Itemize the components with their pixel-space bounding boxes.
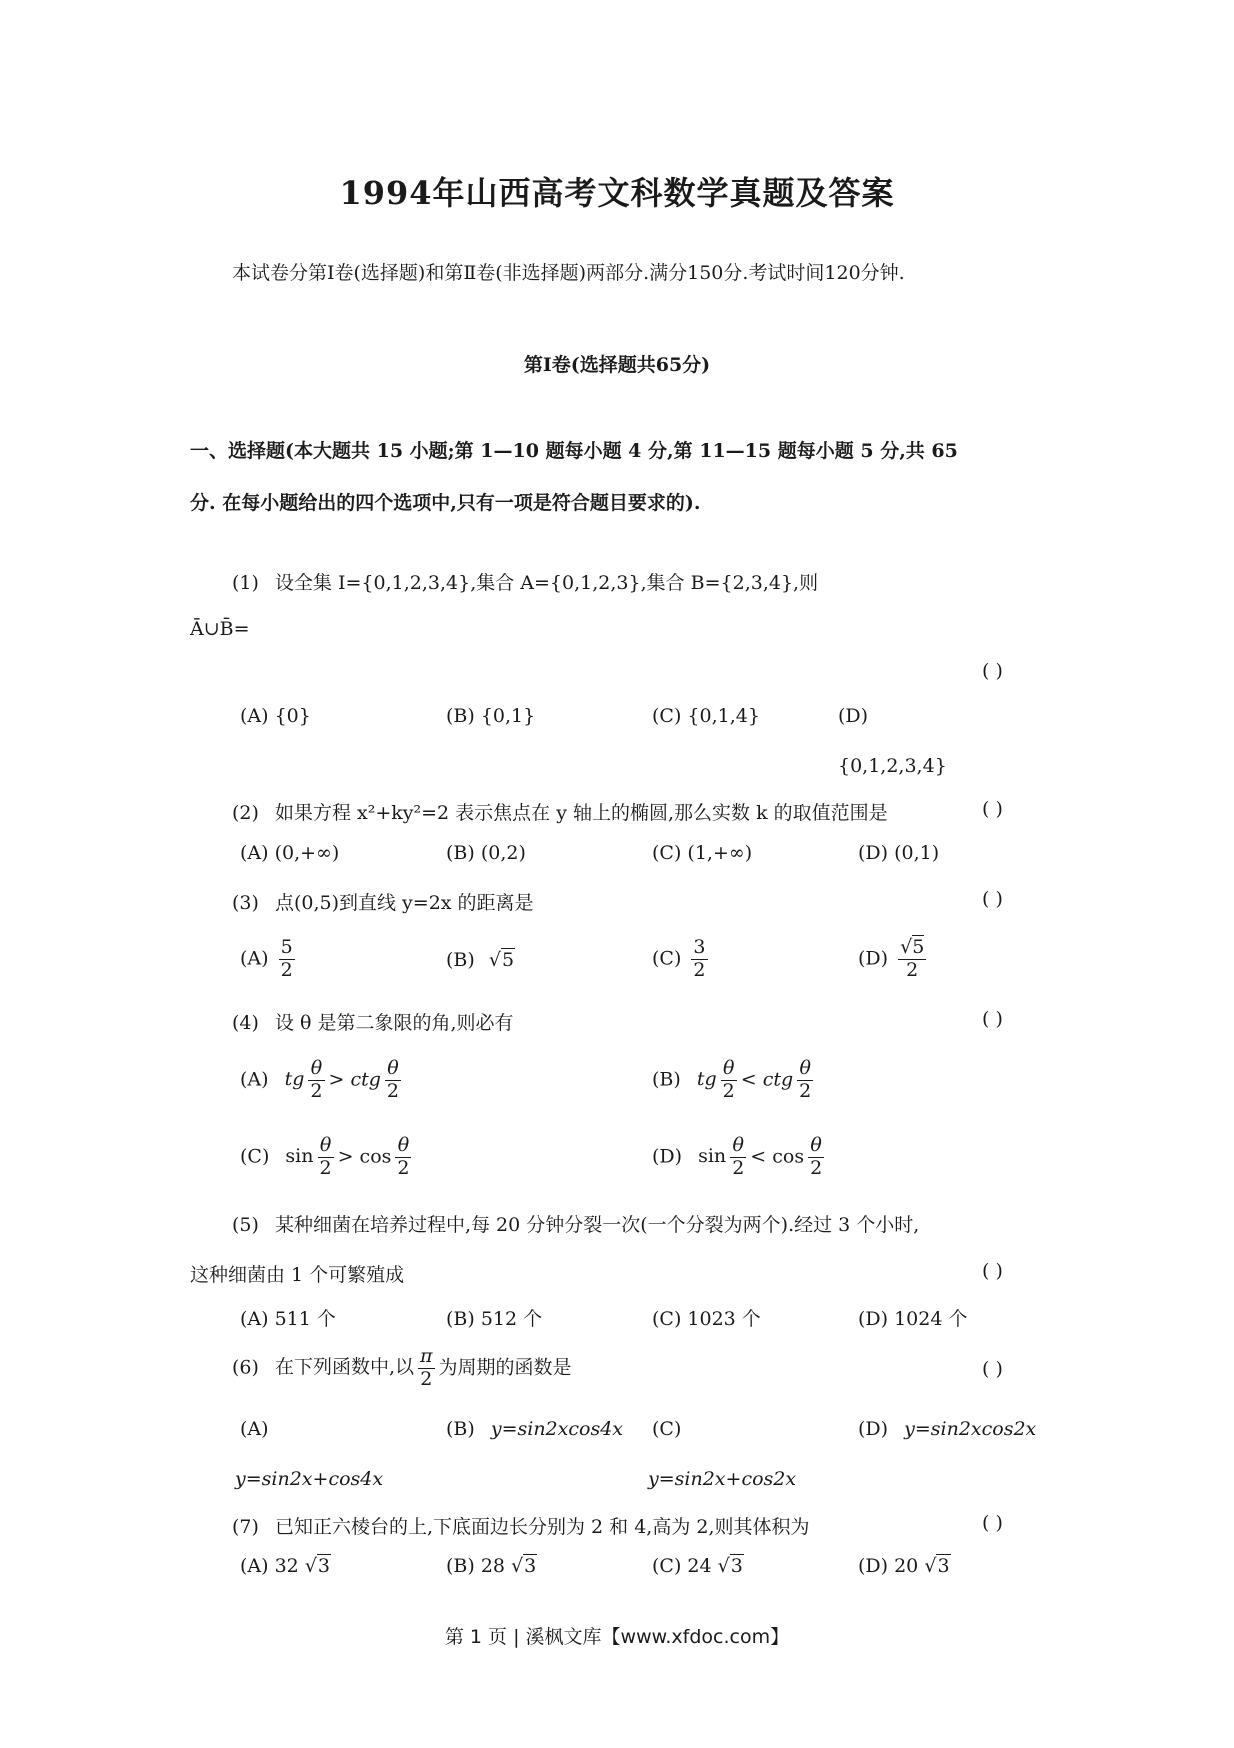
q2-option-b: (B) (0,2) [446,842,526,864]
q4-option-c: (C) sin $\frac{\theta}{2}$ > cos $\frac{\theta}{2}$ [240,1134,410,1179]
q1-option-a: (A) {0} [240,705,311,727]
q4-option-d: (D) sin $\frac{\theta}{2}$ < cos $\frac{\theta}{2}$ [652,1134,823,1179]
q3-option-a [240,937,299,982]
q6-pi-fraction: $\frac{\pi}{2}$ [420,1345,433,1390]
q6-text-post: 为周期的函数是 [438,1356,572,1379]
q7-stem [232,1512,810,1539]
q7-option-a: (A) 32 √3 [240,1555,331,1577]
q5-text: 某种细菌在培养过程中,每 20 分钟分裂一次(一个分裂为两个).经过 3 个小时, [274,1214,920,1236]
q6-option-d-label: (D) [858,1418,889,1440]
q2-text: 如果方程 x²+ky²=2 表示焦点在 y 轴上的椭圆,那么实数 k 的取值范围是 [274,802,888,824]
q1-option-d: (D) [838,705,869,727]
q6-number: (6) [232,1356,259,1379]
q2-answer-bracket: ( ) [982,798,1003,820]
q6-option-b-formula: y=sin2xcos4x [490,1418,623,1440]
exam-intro: 本试卷分第Ⅰ卷(选择题)和第Ⅱ卷(非选择题)两部分.满分150分.考试时间120分钟. [232,262,905,284]
q4-stem [232,1008,514,1035]
q7-text: 已知正六棱台的上,下底面边长分别为 2 和 4,高为 2,则其体积为 [274,1516,810,1538]
q3-option-a-label: (A) [240,947,269,970]
instructions-line-2: 分. 在每小题给出的四个选项中,只有一项是符合题目要求的). [190,492,701,514]
q7-option-c: (C) 24 √3 [652,1555,743,1577]
q6-option-d [858,1418,1036,1440]
q4-option-a-label: (A) [240,1068,269,1091]
q5-option-a: (A) 511 个 [240,1308,336,1330]
q6-answer-bracket: ( ) [982,1358,1003,1380]
q6-option-c: (C) [652,1418,682,1440]
q2-number: (2) [232,802,259,824]
page-footer: 第 1 页 | 溪枫文库【www.xfdoc.com】 [444,1626,790,1648]
q3-answer-bracket: ( ) [982,888,1003,910]
q5-answer-bracket: ( ) [982,1260,1003,1282]
q5-option-c: (C) 1023 个 [652,1308,761,1330]
section-heading: 第Ⅰ卷(选择题共65分) [523,354,711,376]
q6-text-pre: 在下列函数中,以 [274,1356,415,1379]
q1-answer-bracket: ( ) [982,660,1003,682]
q5-stem [232,1210,919,1237]
q1-option-c: (C) {0,1,4} [652,705,760,727]
q3-option-b-label: (B) [446,949,475,971]
page-title: 1994年山西高考文科数学真题及答案 [339,174,895,212]
q6-option-a-formula: y=sin2x+cos4x [235,1468,384,1490]
q6-stem [232,1346,572,1391]
q7-answer-bracket: ( ) [982,1512,1003,1534]
q1-option-d-value: {0,1,2,3,4} [838,755,947,777]
q4-option-c-label: (C) [240,1145,270,1168]
q4-option-a: (A) tg $\frac{\theta}{2}$ > ctg $\frac{\theta}{2}$ [240,1057,400,1102]
q4-number: (4) [232,1012,259,1034]
q3-option-a-fraction: $\frac{5}{2}$ [280,936,293,981]
q2-stem [232,798,888,825]
q3-number: (3) [232,892,259,914]
q3-option-d [858,937,930,982]
q1-stem [232,568,818,595]
q3-option-c [652,937,712,982]
q5-option-b: (B) 512 个 [446,1308,543,1330]
q3-option-c-label: (C) [652,947,682,970]
q6-option-c-formula: y=sin2x+cos2x [648,1468,797,1490]
q3-option-b-sqrt: √5 [488,949,515,971]
q4-option-b-label: (B) [652,1068,681,1091]
q4-option-d-label: (D) [652,1145,683,1168]
q1-stem-line-2: Ā∪B̄= [190,618,250,640]
q3-option-d-label: (D) [858,947,889,970]
q3-stem [232,888,534,915]
q2-option-a: (A) (0,+∞) [240,842,340,864]
q4-answer-bracket: ( ) [982,1008,1003,1030]
q5-stem-line-2: 这种细菌由 1 个可繁殖成 [190,1264,405,1286]
q4-option-b: (B) tg $\frac{\theta}{2}$ < ctg $\frac{\theta}{2}$ [652,1057,812,1102]
q6-option-d-formula: y=sin2xcos2x [904,1418,1037,1440]
q2-option-d: (D) (0,1) [858,842,940,864]
q3-option-d-fraction: $\frac{√5}{2}$ [900,936,925,981]
q3-option-b [446,949,515,971]
q1-text: 设全集 I={0,1,2,3,4},集合 A={0,1,2,3},集合 B={2,3,4},则 [274,572,819,594]
q5-option-d: (D) 1024 个 [858,1308,968,1330]
q4-text: 设 θ 是第二象限的角,则必有 [274,1012,514,1034]
q6-option-b-label: (B) [446,1418,475,1440]
q6-option-a: (A) [240,1418,269,1440]
q3-option-c-fraction: $\frac{3}{2}$ [693,936,706,981]
q7-option-d: (D) 20 √3 [858,1555,950,1577]
q2-option-c: (C) (1,+∞) [652,842,753,864]
q5-number: (5) [232,1214,259,1236]
q1-option-b: (B) {0,1} [446,705,536,727]
q7-option-b: (B) 28 √3 [446,1555,537,1577]
q1-number: (1) [232,572,259,594]
instructions-line-1: 一、选择题(本大题共 15 小题;第 1—10 题每小题 4 分,第 11—15 题每小题 5 分,共 65 [190,440,958,462]
q6-option-b [446,1418,623,1440]
q7-number: (7) [232,1516,259,1538]
q3-text: 点(0,5)到直线 y=2x 的距离是 [274,892,534,914]
